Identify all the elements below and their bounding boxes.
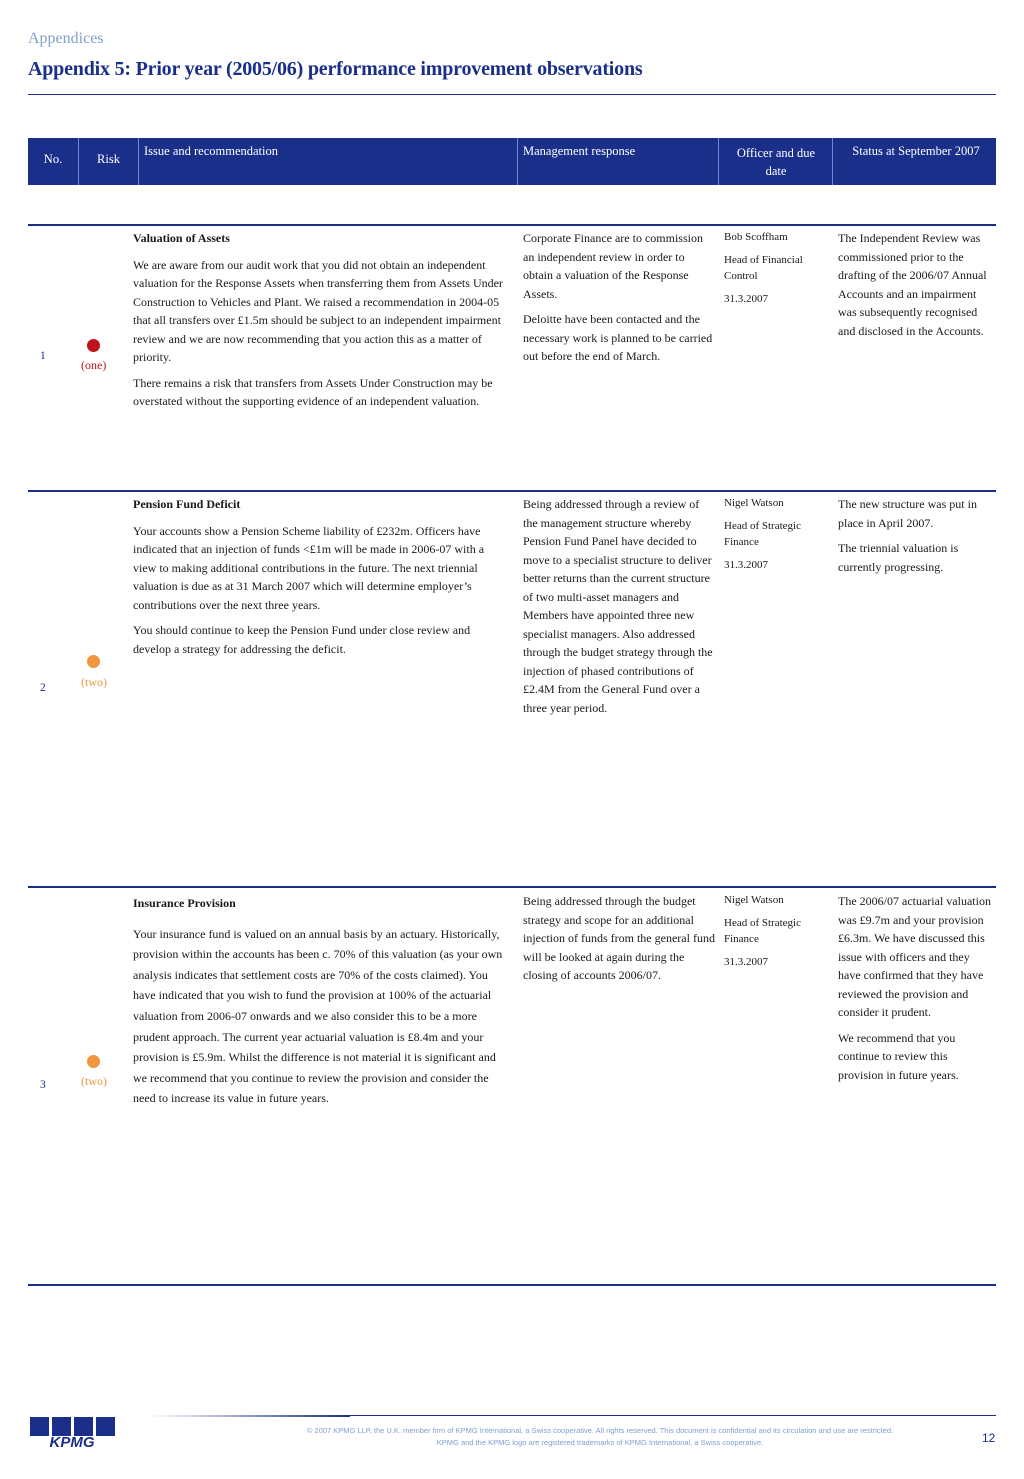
column-divider bbox=[138, 138, 139, 185]
response-paragraph: Being addressed through a review of the management structure whereby Pension Fund Panel have decided to move to a specialist structure to deliver better returns than the current structure of two multi-asset managers and Members have appointed three new specialist managers. Also addressed through the budget strategy through the injection of phased contributions of £2.4M from the General Fund over a three year period. bbox=[523, 497, 713, 715]
officer-title: Head of Strategic Finance bbox=[724, 520, 801, 548]
issue-cell bbox=[133, 229, 508, 418]
status-paragraph: The new structure was put in place in April 2007. bbox=[838, 497, 977, 530]
risk-indicator-dot bbox=[87, 1055, 100, 1068]
status-paragraph: The 2006/07 actuarial valuation was £9.7m and your provision £6.3m. We have discussed this issue with officers and they have confirmed that they have reviewed the provision and consider it prudent. bbox=[838, 894, 991, 1019]
table-bottom-rule bbox=[28, 1284, 996, 1286]
issue-paragraph: There remains a risk that transfers from Assets Under Construction may be overstated without the supporting evidence of an independent valuation. bbox=[133, 375, 493, 408]
issue-paragraph: Your accounts show a Pension Scheme liability of £232m. Officers have indicated that an injection of funds <£1m will be made in 2006-07 with a view to making additional contributions in the future. The next triennial valuation is due as at 31 March 2007 which will determine employer’s contributions over the next three years. bbox=[133, 523, 485, 612]
title-divider bbox=[28, 94, 996, 95]
response-cell bbox=[523, 229, 716, 373]
footer-rule bbox=[350, 1415, 996, 1416]
legal-line: © 2007 KPMG LLP, the U.K. member firm of KPMG International, a Swiss cooperative. All rights reserved. This document is confidential and its circulation and use are restricted. bbox=[306, 1426, 894, 1435]
page-title: Appendix 5: Prior year (2005/06) performance improvement observations bbox=[28, 58, 643, 80]
column-header-response: Management response bbox=[523, 144, 636, 158]
issue-cell bbox=[133, 495, 508, 665]
issue-title: Pension Fund Deficit bbox=[133, 497, 241, 511]
due-date: 31.3.2007 bbox=[724, 956, 768, 968]
due-date: 31.3.2007 bbox=[724, 293, 768, 305]
legal-line: KPMG and the KPMG logo are registered trademarks of KPMG International, a Swiss cooperative. bbox=[436, 1438, 764, 1447]
footer-rule-gradient bbox=[150, 1415, 350, 1417]
kpmg-logo bbox=[28, 1417, 116, 1448]
officer-name: Bob Scoffham bbox=[724, 231, 788, 243]
row-number: 1 bbox=[40, 350, 46, 362]
issue-paragraph: You should continue to keep the Pension Fund under close review and develop a strategy for addressing the deficit. bbox=[133, 623, 471, 656]
officer-name: Nigel Watson bbox=[724, 894, 784, 906]
table-header bbox=[28, 138, 996, 185]
row-divider bbox=[28, 886, 996, 888]
section-label: Appendices bbox=[28, 30, 104, 47]
status-paragraph: The Independent Review was commissioned prior to the drafting of the 2006/07 Annual Accounts and an impairment was subsequently recognised and disclosed in the Accounts. bbox=[838, 231, 987, 338]
response-paragraph: Being addressed through the budget strategy and scope for an additional injection of funds from the general fund will be looked at again during the closing of accounts 2006/07. bbox=[523, 894, 715, 982]
response-paragraph: Deloitte have been contacted and the necessary work is planned to be carried out before the end of March. bbox=[523, 312, 713, 363]
issue-cell bbox=[133, 893, 511, 1116]
status-cell bbox=[838, 229, 992, 347]
response-cell bbox=[523, 495, 716, 724]
response-paragraph: Corporate Finance are to commission an independent review in order to obtain a valuation of the Response Assets. bbox=[523, 231, 703, 301]
column-divider bbox=[832, 138, 833, 185]
column-divider bbox=[517, 138, 518, 185]
risk-label: (two) bbox=[81, 675, 107, 689]
response-cell bbox=[523, 892, 716, 992]
status-paragraph: The triennial valuation is currently progressing. bbox=[838, 541, 959, 574]
risk-indicator-dot bbox=[87, 655, 100, 668]
issue-paragraph: We are aware from our audit work that you did not obtain an independent valuation for the Response Assets when transferring them from Assets Under Construction to Vehicles and Plant. We raised a recommendation in 2004-05 that all transfers over £1.5m should be subject to an independent impairment review and we are now recommending that you action this as a matter of priority. bbox=[133, 257, 503, 364]
officer-cell bbox=[724, 229, 820, 314]
officer-cell bbox=[724, 495, 820, 580]
officer-cell bbox=[724, 892, 820, 977]
risk-label: (two) bbox=[81, 1074, 107, 1088]
status-cell bbox=[838, 495, 992, 583]
row-divider bbox=[28, 490, 996, 492]
column-header-officer: Officer and due date bbox=[736, 146, 816, 178]
risk-indicator-dot bbox=[87, 339, 100, 352]
issue-title: Valuation of Assets bbox=[133, 231, 230, 245]
column-divider bbox=[718, 138, 719, 185]
issue-title: Insurance Provision bbox=[133, 896, 236, 910]
row-number: 3 bbox=[40, 1079, 46, 1091]
officer-name: Nigel Watson bbox=[724, 497, 784, 509]
status-cell bbox=[838, 892, 992, 1091]
risk-label: (one) bbox=[81, 358, 107, 372]
column-header-status: Status at September 2007 bbox=[852, 144, 980, 158]
page-number: 12 bbox=[982, 1431, 996, 1445]
status-paragraph: We recommend that you continue to review this provision in future years. bbox=[838, 1030, 959, 1082]
row-divider bbox=[28, 224, 996, 226]
issue-paragraph: Your insurance fund is valued on an annual basis by an actuary. Historically, provision within the accounts has been c. 70% of this valuation (as your own analysis indicates that settlement costs are 70% of the costs claimed). You have indicated that you wish to fund the provision at 100% of the actuarial valuation from 2006-07 onwards and we also consider this to be a more prudent approach. The current year actuarial valuation is £8.4m and your provision is £5.9m. Whilst the difference is not material it is significant and we recommend that you continue to review the provision and consider the need to increase its value in future years. bbox=[133, 926, 503, 1106]
column-header-issue: Issue and recommendation bbox=[144, 144, 278, 158]
logo-text: KPMG bbox=[49, 1434, 95, 1448]
officer-title: Head of Financial Control bbox=[724, 254, 803, 282]
due-date: 31.3.2007 bbox=[724, 559, 768, 571]
column-header-risk: Risk bbox=[97, 152, 120, 166]
row-number: 2 bbox=[40, 682, 46, 694]
legal-notice bbox=[290, 1425, 910, 1449]
officer-title: Head of Strategic Finance bbox=[724, 917, 801, 945]
column-header-no: No. bbox=[43, 152, 63, 166]
